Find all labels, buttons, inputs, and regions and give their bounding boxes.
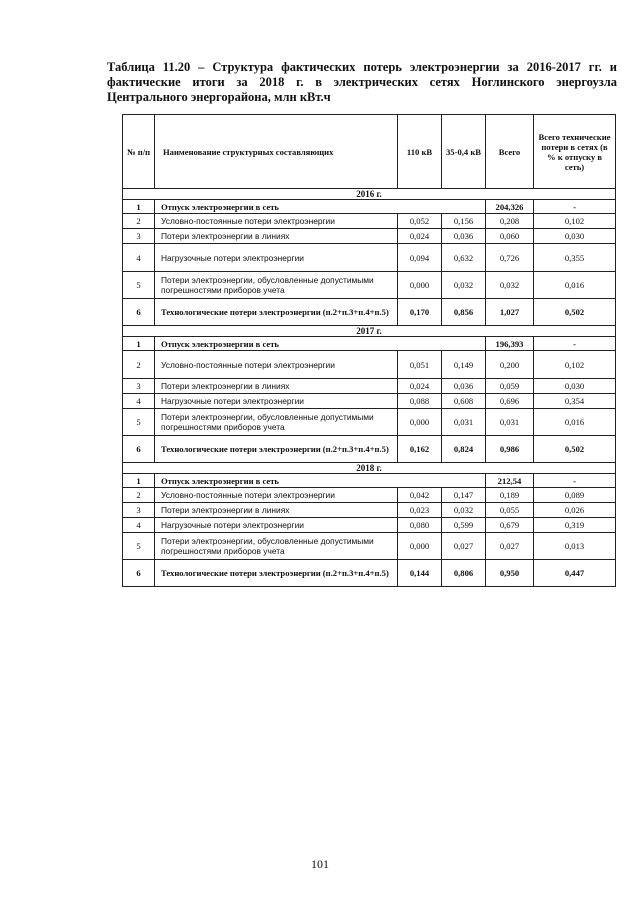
col-header-pct: Всего технические потери в сетях (в % к отпуску в сеть): [534, 115, 616, 189]
row-number: 1: [123, 337, 155, 351]
cell-pct: 0,102: [534, 351, 616, 379]
cell-total: 0,060: [486, 229, 534, 244]
col-header-name: Наименование структурных составляющих: [155, 115, 398, 189]
cell-total: 0,032: [486, 272, 534, 299]
cell-pct: -: [534, 200, 616, 214]
header-row: [123, 115, 616, 189]
table-body: [123, 189, 616, 587]
cell-110kv: 0,023: [398, 503, 442, 518]
cell-total: 0,696: [486, 394, 534, 409]
cell-110kv: 0,042: [398, 488, 442, 503]
cell-110kv: 0,080: [398, 518, 442, 533]
cell-total: 0,055: [486, 503, 534, 518]
cell-110kv: 0,024: [398, 229, 442, 244]
row-name: Условно-постоянные потери электроэнергии: [155, 214, 398, 229]
row-number: 6: [123, 560, 155, 587]
table-row: [123, 488, 616, 503]
cell-pct: -: [534, 337, 616, 351]
row-number: 5: [123, 533, 155, 560]
cell-total: 0,950: [486, 560, 534, 587]
cell-35kv: 0,599: [442, 518, 486, 533]
table-row: [123, 200, 616, 214]
cell-total: 204,326: [486, 200, 534, 214]
table-row: [123, 272, 616, 299]
row-number: 6: [123, 436, 155, 463]
cell-pct: 0,502: [534, 436, 616, 463]
year-row: [123, 463, 616, 474]
cell-total: 0,189: [486, 488, 534, 503]
row-name: Потери электроэнергии, обусловленные допустимыми погрешностями приборов учета: [155, 533, 398, 560]
table-row: [123, 214, 616, 229]
year-row: [123, 189, 616, 200]
table-row: [123, 503, 616, 518]
cell-pct: 0,319: [534, 518, 616, 533]
row-name: Потери электроэнергии, обусловленные допустимыми погрешностями приборов учета: [155, 272, 398, 299]
cell-35kv: 0,036: [442, 379, 486, 394]
row-name: Нагрузочные потери электроэнергии: [155, 518, 398, 533]
cell-35kv: 0,856: [442, 299, 486, 326]
cell-total: 0,200: [486, 351, 534, 379]
cell-pct: 0,030: [534, 379, 616, 394]
cell-pct: 0,030: [534, 229, 616, 244]
cell-110kv: 0,000: [398, 272, 442, 299]
row-number: 2: [123, 351, 155, 379]
cell-110kv: 0,000: [398, 409, 442, 436]
table-row: [123, 518, 616, 533]
row-number: 4: [123, 244, 155, 272]
table-row: [123, 337, 616, 351]
cell-110kv: 0,162: [398, 436, 442, 463]
row-name: Технологические потери электроэнергии (п.2+п.3+п.4+п.5): [155, 299, 398, 326]
table-row: [123, 474, 616, 488]
page-number: 101: [311, 857, 329, 871]
row-name: Отпуск электроэнергии в сеть: [155, 474, 486, 488]
cell-110kv: 0,088: [398, 394, 442, 409]
cell-total: 0,679: [486, 518, 534, 533]
row-number: 3: [123, 503, 155, 518]
row-name: Отпуск электроэнергии в сеть: [155, 337, 486, 351]
year-label: 2016 г.: [123, 189, 616, 200]
cell-total: 0,726: [486, 244, 534, 272]
row-name: Условно-постоянные потери электроэнергии: [155, 351, 398, 379]
cell-35kv: 0,147: [442, 488, 486, 503]
row-number: 2: [123, 488, 155, 503]
cell-total: 1,027: [486, 299, 534, 326]
cell-pct: 0,026: [534, 503, 616, 518]
table-row: [123, 409, 616, 436]
table-row: [123, 379, 616, 394]
cell-35kv: 0,027: [442, 533, 486, 560]
cell-total: 196,393: [486, 337, 534, 351]
row-number: 3: [123, 229, 155, 244]
table-caption: Таблица 11.20 – Структура фактических потерь электроэнергии за 2016-2017 гг. и фактические итоги за 2018 г. в электрических сетях Ноглинского энергоузла Центрального энергорайона, млн кВт.ч: [107, 60, 617, 104]
cell-total: 0,027: [486, 533, 534, 560]
cell-35kv: 0,149: [442, 351, 486, 379]
row-name: Потери электроэнергии в линиях: [155, 229, 398, 244]
cell-pct: 0,016: [534, 409, 616, 436]
cell-pct: 0,502: [534, 299, 616, 326]
cell-110kv: 0,144: [398, 560, 442, 587]
year-label: 2018 г.: [123, 463, 616, 474]
row-name: Нагрузочные потери электроэнергии: [155, 394, 398, 409]
row-number: 4: [123, 394, 155, 409]
cell-pct: 0,016: [534, 272, 616, 299]
cell-35kv: 0,032: [442, 503, 486, 518]
cell-total: 0,986: [486, 436, 534, 463]
row-name: Условно-постоянные потери электроэнергии: [155, 488, 398, 503]
table-row: [123, 299, 616, 326]
cell-35kv: 0,036: [442, 229, 486, 244]
col-header-num: № п/п: [123, 115, 155, 189]
row-name: Технологические потери электроэнергии (п.2+п.3+п.4+п.5): [155, 436, 398, 463]
cell-pct: 0,354: [534, 394, 616, 409]
cell-110kv: 0,170: [398, 299, 442, 326]
cell-total: 0,208: [486, 214, 534, 229]
cell-pct: 0,089: [534, 488, 616, 503]
cell-pct: 0,013: [534, 533, 616, 560]
cell-110kv: 0,000: [398, 533, 442, 560]
row-number: 5: [123, 272, 155, 299]
cell-110kv: 0,094: [398, 244, 442, 272]
loss-structure-table: [122, 114, 616, 587]
row-number: 3: [123, 379, 155, 394]
cell-pct: 0,355: [534, 244, 616, 272]
row-number: 1: [123, 474, 155, 488]
col-header-110kv: 110 кВ: [398, 115, 442, 189]
table-row: [123, 436, 616, 463]
table-row: [123, 394, 616, 409]
cell-35kv: 0,608: [442, 394, 486, 409]
cell-total: 212,54: [486, 474, 534, 488]
cell-35kv: 0,031: [442, 409, 486, 436]
year-label: 2017 г.: [123, 326, 616, 337]
table-row: [123, 351, 616, 379]
loss-structure-table-wrap: [122, 114, 615, 587]
row-number: 1: [123, 200, 155, 214]
row-number: 5: [123, 409, 155, 436]
row-name: Потери электроэнергии в линиях: [155, 503, 398, 518]
table-row: [123, 560, 616, 587]
col-header-35kv: 35-0,4 кВ: [442, 115, 486, 189]
cell-35kv: 0,824: [442, 436, 486, 463]
cell-total: 0,059: [486, 379, 534, 394]
col-header-total: Всего: [486, 115, 534, 189]
cell-pct: 0,102: [534, 214, 616, 229]
cell-110kv: 0,024: [398, 379, 442, 394]
row-number: 6: [123, 299, 155, 326]
cell-35kv: 0,156: [442, 214, 486, 229]
cell-110kv: 0,051: [398, 351, 442, 379]
table-row: [123, 533, 616, 560]
row-name: Отпуск электроэнергии в сеть: [155, 200, 486, 214]
cell-total: 0,031: [486, 409, 534, 436]
table-row: [123, 244, 616, 272]
row-name: Потери электроэнергии в линиях: [155, 379, 398, 394]
year-row: [123, 326, 616, 337]
cell-pct: 0,447: [534, 560, 616, 587]
row-name: Технологические потери электроэнергии (п.2+п.3+п.4+п.5): [155, 560, 398, 587]
row-name: Потери электроэнергии, обусловленные допустимыми погрешностями приборов учета: [155, 409, 398, 436]
row-number: 2: [123, 214, 155, 229]
cell-110kv: 0,052: [398, 214, 442, 229]
cell-pct: -: [534, 474, 616, 488]
cell-35kv: 0,032: [442, 272, 486, 299]
row-name: Нагрузочные потери электроэнергии: [155, 244, 398, 272]
cell-35kv: 0,632: [442, 244, 486, 272]
table-row: [123, 229, 616, 244]
cell-35kv: 0,806: [442, 560, 486, 587]
row-number: 4: [123, 518, 155, 533]
